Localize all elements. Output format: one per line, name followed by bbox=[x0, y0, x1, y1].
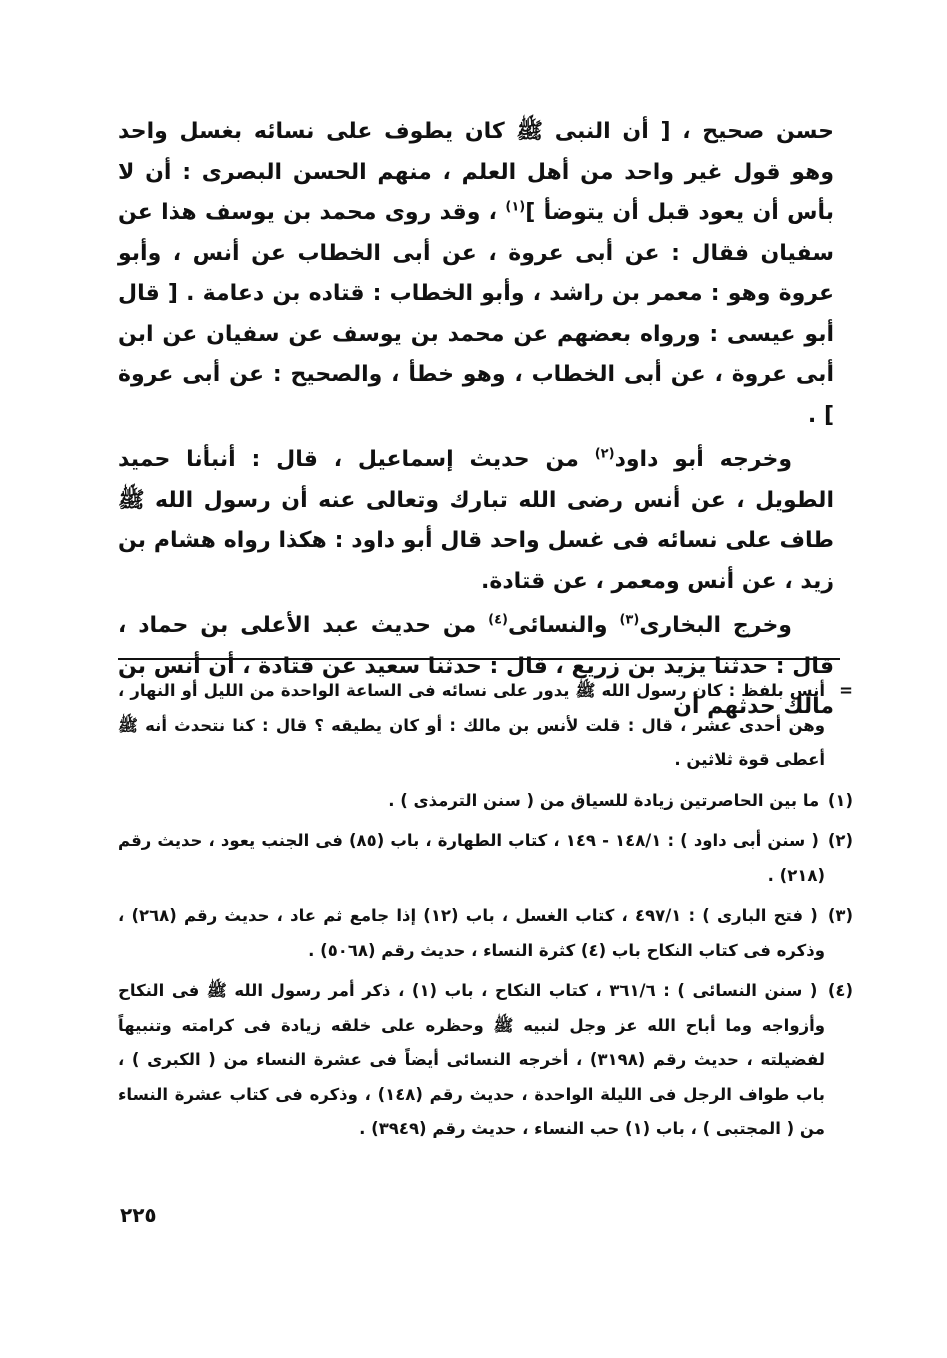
footnote-ref-1: (١) bbox=[505, 199, 526, 215]
footnote-3 bbox=[118, 899, 853, 968]
footnote-divider bbox=[118, 658, 840, 660]
footnote-marker: (٤) bbox=[827, 981, 853, 1000]
paragraph-1-text-b: ، وقد روى محمد بن يوسف هذا عن سفيان فقال : عن أبى عروة ، عن أبى الخطاب عن أنس ، وأبو عروة وهو : معمر بن راشد ، وأبو الخطاب : قتاده بن دعامة . [ قال أبو عيسى : ورواه بعضهم عن محمد بن يوسف عن سفيان عن ابن أبى عروة ، عن أبى الخطاب ، وهو خطأ ، والصحيح : عن أبى عروة ] . bbox=[118, 200, 834, 428]
paragraph-3-text-c: من حديث عبد الأعلى بن حماد ، قال : حدثنا يزيد بن زريع ، قال : حدثنا سعيد عن قتادة ، أن أنس بن مالك حدثهم أن bbox=[118, 613, 834, 719]
paragraph-2-text-a: وخرجه أبو داود bbox=[614, 447, 793, 472]
footnote-marker: (٢) bbox=[827, 831, 853, 850]
footnote-continuation bbox=[118, 674, 853, 778]
footnote-marker: (٣) bbox=[827, 906, 853, 925]
paragraph-3-text-b: والنسائى bbox=[507, 613, 620, 638]
footnote-ref-2: (٢) bbox=[594, 446, 615, 462]
paragraph-1-text-a: حسن صحيح ، [ أن النبى ﷺ كان يطوف على نسائه بغسل واحد وهو قول غير واحد من أهل العلم ، منهم الحسن البصرى : أن لا بأس أن يعود قبل أن يتوضأ ] bbox=[118, 119, 834, 225]
footnote-2 bbox=[118, 824, 853, 893]
footnote-marker: (١) bbox=[827, 790, 853, 810]
footnote-ref-4: (٤) bbox=[488, 612, 508, 628]
main-text-body bbox=[118, 112, 834, 728]
footnote-4 bbox=[118, 974, 853, 1147]
footnote-text: ( فتح البارى ) : ٤٩٧/١ ، كتاب الغسل ، باب (١٢) إذا جامع ثم عاد ، حديث رقم (٢٦٨) ، وذكره فى كتاب النكاح باب (٤) كثرة النساء ، حديث رقم (٥٠٦٨) . bbox=[118, 906, 825, 960]
footnotes-section bbox=[118, 674, 853, 1153]
footnote-text: ( سنن النسائى ) : ٣٦١/٦ ، كتاب النكاح ، باب (١) ، ذكر أمر رسول الله ﷺ فى النكاح وأزواجه وما أباح الله عز وجل لنبيه ﷺ وحظره على خلقه زيادة فى كرامته وتنبيهاً لفضيلته ، حديث رقم (٣١٩٨) ، أخرجه النسائى أيضاً فى عشرة النساء من ( الكبرى ) ، باب طواف الرجل فى الليلة الواحدة ، حديث رقم (١٤٨) ، وذكره فى كتاب عشرة النساء من ( المجتبى ) ، باب (١) حب النساء ، حديث رقم (٣٩٤٩) . bbox=[118, 981, 826, 1138]
footnote-text: أنس بلفظ : كان رسول الله ﷺ يدور على نسائه فى الساعة الواحدة من الليل أو النهار ، وهن أحدى عشر ، قال : قلت لأنس بن مالك : أو كان يطيقه ؟ قال : كنا نتحدث أنه ﷺ أعطى قوة ثلاثين . bbox=[118, 681, 825, 769]
footnote-marker: = bbox=[839, 681, 853, 700]
footnote-1 bbox=[118, 784, 853, 819]
paragraph-3-text-a: وخرج البخارى bbox=[639, 613, 792, 638]
paragraph-2-text-b: من حديث إسماعيل ، قال : أنبأنا حميد الطويل ، عن أنس رضى الله تبارك وتعالى عنه أن رسول الله ﷺ طاف على نسائه فى غسل واحد قال أبو داود : هكذا رواه هشام بن زيد ، عن أنس ومعمر ، عن قتادة. bbox=[118, 447, 834, 594]
footnote-ref-3: (٣) bbox=[619, 612, 640, 628]
footnote-text: ( سنن أبى داود ) : ١٤٨/١ - ١٤٩ ، كتاب الطهارة ، باب (٨٥) فى الجنب يعود ، حديث رقم (٢١٨) . bbox=[118, 831, 825, 885]
page-number: ٢٢٥ bbox=[120, 1203, 157, 1227]
paragraph-1 bbox=[118, 112, 834, 436]
footnote-text: ما بين الحاصرتين زيادة للسياق من ( سنن الترمذى ) . bbox=[388, 790, 820, 810]
paragraph-2 bbox=[118, 440, 834, 602]
